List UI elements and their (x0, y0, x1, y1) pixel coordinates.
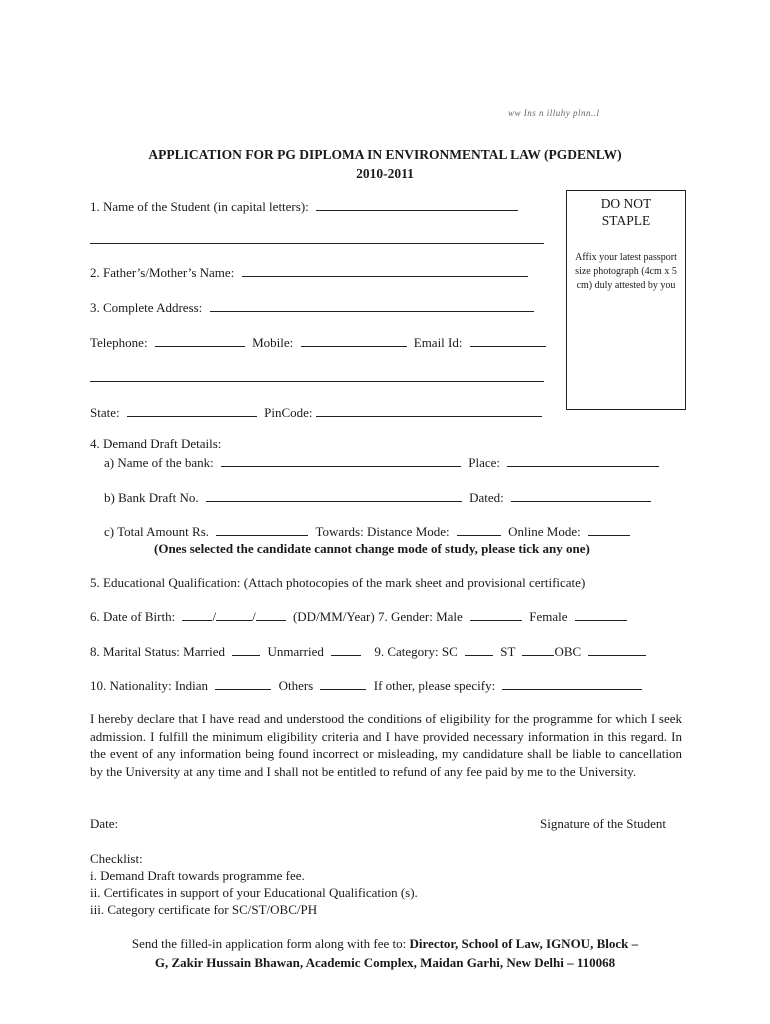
gender-female-label: Female (529, 609, 568, 624)
distance-mode-label: Towards: Distance Mode: (315, 524, 450, 539)
nationality-indian-tick[interactable] (215, 677, 271, 690)
form-title: APPLICATION FOR PG DIPLOMA IN ENVIRONMENTAL LAW (PGDENLW) (148, 147, 622, 162)
nationality-label: 10. Nationality: Indian (90, 678, 209, 693)
category-obc-label: OBC (554, 644, 582, 659)
online-mode-tick[interactable] (588, 523, 630, 536)
bank-row (104, 454, 659, 471)
declaration-paragraph: I hereby declare that I have read and understood the conditions of eligibility for the programme for which I seek admission. I fulfill the minimum eligibility criteria and I have provided necessary information in this regard. In the event of any information being found incorrect or misleading, my candidature shall be liable to cancellation by the University at any time and I shall not be entitled to refund of any fee paid by me to the University. (90, 711, 682, 779)
email-label: Email Id: (413, 335, 463, 350)
gender-female-tick[interactable] (575, 608, 627, 621)
name-field[interactable] (316, 198, 518, 211)
address-field[interactable] (210, 299, 534, 312)
nationality-others-label: Others (278, 678, 314, 693)
staple-line: STAPLE (601, 213, 651, 228)
category-sc-tick[interactable] (465, 643, 493, 656)
distance-mode-tick[interactable] (457, 523, 501, 536)
married-tick[interactable] (232, 643, 260, 656)
amount-label: c) Total Amount Rs. (104, 524, 210, 539)
dated-label: Dated: (469, 490, 504, 505)
do-not-staple-note (567, 195, 685, 229)
photo-box (566, 190, 686, 410)
parent-row (90, 264, 528, 281)
nationality-row (90, 677, 642, 694)
category-st-tick[interactable] (522, 643, 554, 656)
bank-name-field[interactable] (221, 454, 461, 467)
pincode-field[interactable] (316, 404, 542, 417)
contact-row (90, 334, 546, 351)
name-continuation-row (90, 231, 544, 248)
mode-note: (Ones selected the candidate cannot change mode of study, please tick any one) (154, 541, 590, 556)
checklist-item: ii. Certificates in support of your Educational Qualification (s). (90, 885, 418, 900)
dd-number-label: b) Bank Draft No. (104, 490, 199, 505)
dob-label: 6. Date of Birth: (90, 609, 176, 624)
dob-row: 6. Date of Birth: / / (DD/MM/Year) 7. Gender: Male Female (90, 608, 627, 625)
mobile-field[interactable] (301, 334, 407, 347)
checklist-item: iii. Category certificate for SC/ST/OBC/PH (90, 902, 318, 917)
send-instruction (0, 934, 770, 972)
dob-year-field[interactable] (256, 608, 286, 621)
state-row (90, 404, 542, 421)
parent-label: 2. Father’s/Mother’s Name: (90, 265, 235, 280)
date-label: Date: (90, 816, 119, 831)
unmarried-tick[interactable] (331, 643, 361, 656)
signature-label: Signature of the Student (539, 816, 666, 831)
gender-male-tick[interactable] (470, 608, 522, 621)
top-note: ww Ins n illuhy plnn..l (508, 108, 600, 118)
send-address-part1: Director, School of Law, IGNOU, Block – (409, 936, 639, 951)
do-not-line: DO NOT (600, 196, 652, 211)
checklist-item: i. Demand Draft towards programme fee. (90, 868, 305, 883)
mobile-label: Mobile: (252, 335, 294, 350)
send-address-part2: G, Zakir Hussain Bhawan, Academic Complex, Maidan Garhi, New Delhi – 110068 (154, 955, 616, 970)
marital-row (90, 643, 646, 660)
bank-name-label: a) Name of the bank: (104, 455, 214, 470)
photo-instruction: Affix your latest passport size photograph (4cm x 5 cm) duly attested by you (575, 252, 677, 291)
marital-label: 8. Marital Status: Married (90, 644, 226, 659)
session-year: 2010-2011 (356, 166, 414, 181)
name-row (90, 198, 518, 215)
email-field[interactable] (470, 334, 546, 347)
dob-day-field[interactable] (182, 608, 212, 621)
nationality-others-tick[interactable] (320, 677, 366, 690)
address-row (90, 299, 534, 316)
unmarried-label: Unmarried (267, 644, 324, 659)
place-label: Place: (468, 455, 500, 470)
dated-field[interactable] (511, 489, 651, 502)
checklist-heading: Checklist: (90, 851, 143, 866)
address-field-continued[interactable] (90, 369, 544, 382)
dd-heading: 4. Demand Draft Details: (90, 436, 222, 451)
address-continuation-row (90, 369, 544, 386)
dd-number-field[interactable] (206, 489, 462, 502)
state-field[interactable] (127, 404, 257, 417)
online-mode-label: Online Mode: (508, 524, 581, 539)
category-st-label: ST (500, 644, 516, 659)
category-obc-tick[interactable] (588, 643, 646, 656)
amount-row (104, 523, 630, 540)
amount-field[interactable] (216, 523, 308, 536)
pincode-label: PinCode: (264, 405, 313, 420)
telephone-label: Telephone: (90, 335, 148, 350)
dob-month-field[interactable] (216, 608, 252, 621)
category-label: 9. Category: SC (374, 644, 458, 659)
nationality-specify-field[interactable] (502, 677, 642, 690)
telephone-field[interactable] (155, 334, 245, 347)
place-field[interactable] (507, 454, 659, 467)
state-label: State: (90, 405, 120, 420)
dob-format-gender-label: (DD/MM/Year) 7. Gender: Male (292, 609, 463, 624)
parent-name-field[interactable] (242, 264, 528, 277)
address-label: 3. Complete Address: (90, 300, 203, 315)
qualification-line: 5. Educational Qualification: (Attach photocopies of the mark sheet and provisional certificate) (90, 575, 586, 590)
nationality-specify-label: If other, please specify: (373, 678, 496, 693)
name-label: 1. Name of the Student (in capital letters): (90, 199, 309, 214)
name-field-continued[interactable] (90, 231, 544, 244)
dd-number-row (104, 489, 651, 506)
send-prefix: Send the filled-in application form along with fee to: (131, 936, 407, 951)
send-line-1 (0, 934, 770, 953)
